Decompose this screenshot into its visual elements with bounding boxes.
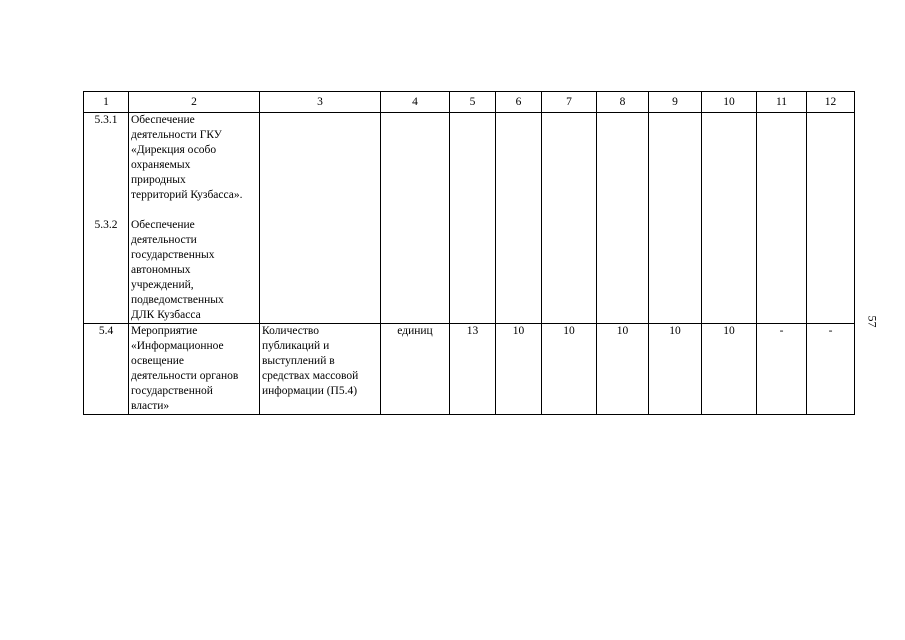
row-number-cell [84,113,129,324]
column-number: 6 [496,92,542,113]
activity-name: Обеспечение деятельности ГКУ «Дирекция особо охраняемых природных территорий Кузбасса». [131,114,243,201]
activity-name-cell [129,113,260,324]
column-number: 5 [450,92,496,113]
page-number: 57 [865,315,880,328]
activity-name: Обеспечение деятельности государственных автономных учреждений, подведомственных ДЛК Кузбасса [131,219,224,321]
table-row [84,324,855,415]
value-cell [649,113,702,324]
value-cell [807,113,855,324]
value-cell: 10 [496,324,542,415]
unit-cell [381,113,450,324]
unit: единиц [381,324,450,415]
column-number: 9 [649,92,702,113]
value-cell: - [807,324,855,415]
column-number-row [84,92,855,113]
table-row [84,113,855,324]
row-number: 5.3.1 [94,114,118,126]
column-number: 8 [597,92,649,113]
row-number: 5.3.2 [94,219,118,231]
value-cell: 10 [649,324,702,415]
value-cell [597,113,649,324]
value-cell: 13 [450,324,496,415]
column-number: 11 [757,92,807,113]
value-cell [542,113,597,324]
value-cell: - [757,324,807,415]
value-cell [702,113,757,324]
column-number: 1 [84,92,129,113]
indicator-cell [260,113,381,324]
column-number: 12 [807,92,855,113]
program-table [83,91,855,415]
value-cell: 10 [542,324,597,415]
row-number: 5.4 [84,324,129,415]
value-cell [496,113,542,324]
column-number: 7 [542,92,597,113]
value-cell [757,113,807,324]
value-cell: 10 [597,324,649,415]
column-number: 3 [260,92,381,113]
column-number: 10 [702,92,757,113]
column-number: 4 [381,92,450,113]
indicator-name: Количество публикаций и выступлений в средствах массовой информации (П5.4) [260,324,381,415]
value-cell [450,113,496,324]
activity-name: Мероприятие «Информационное освещение деятельности органов государственной власти» [129,324,260,415]
column-number: 2 [129,92,260,113]
value-cell: 10 [702,324,757,415]
